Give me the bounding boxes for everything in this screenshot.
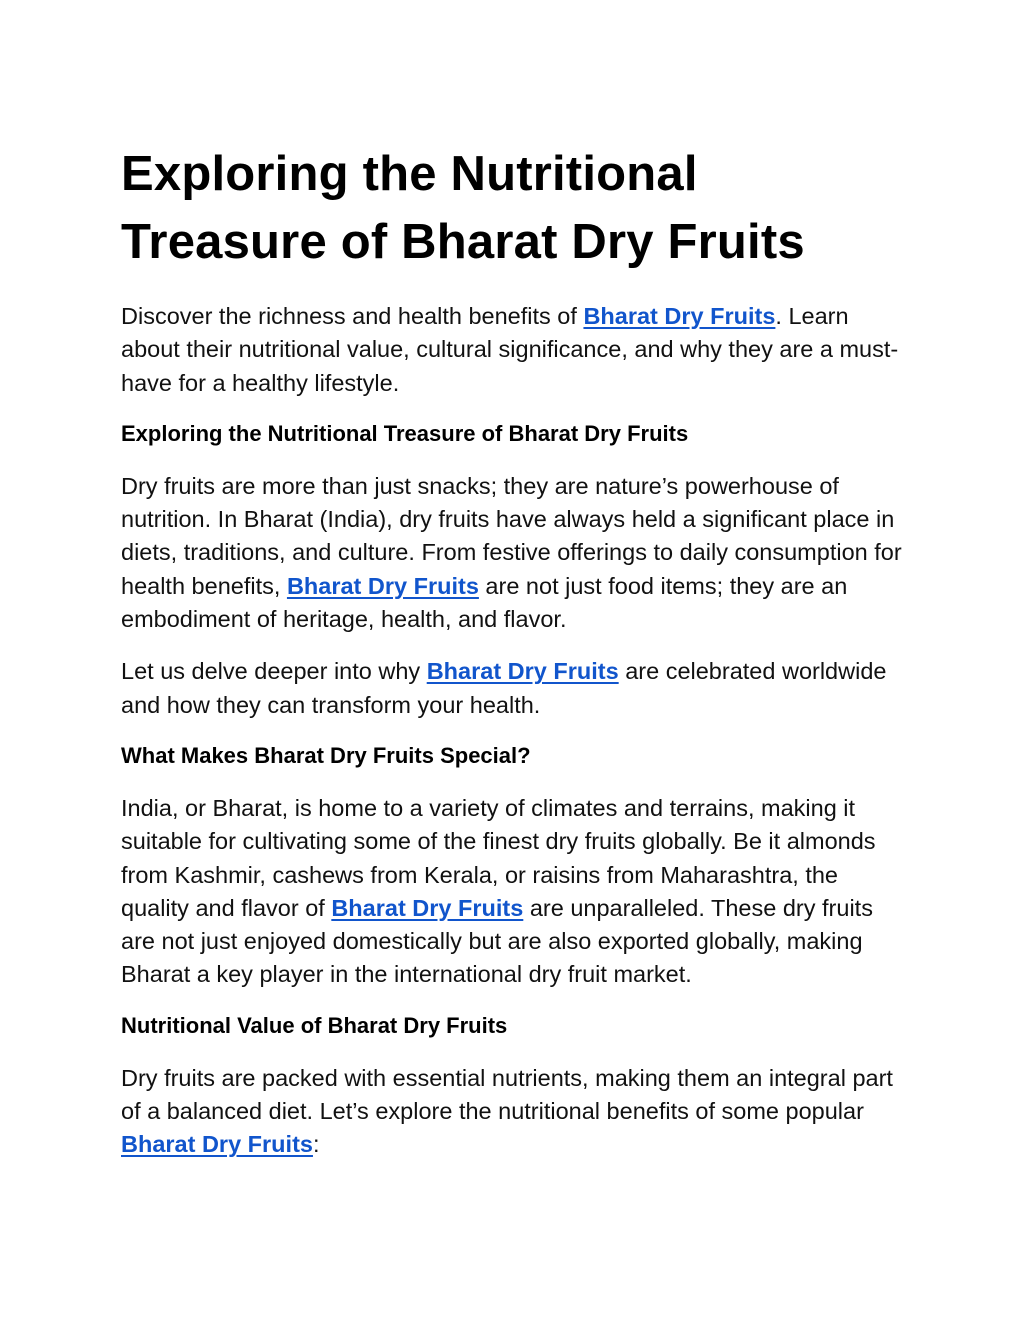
bharat-dry-fruits-link[interactable]: Bharat Dry Fruits bbox=[583, 303, 776, 329]
intro-paragraph bbox=[121, 300, 911, 400]
section1-paragraph-1 bbox=[121, 470, 911, 636]
section3-paragraph-1 bbox=[121, 1062, 911, 1162]
text-run: Dry fruits are more than just snacks; they are nature’s powerhouse of nutrition. In Bharat (India), dry fruits have always held a significant place in diets, traditions, and culture. From festive offerings to daily consumption for health benefits, bbox=[121, 472, 902, 599]
text-run: Let us delve deeper into why bbox=[121, 658, 427, 685]
text-run: Discover the richness and health benefits of bbox=[121, 303, 584, 329]
text-run: are celebrated worldwide and how they can transform your health. bbox=[121, 658, 887, 718]
bharat-dry-fruits-link[interactable]: Bharat Dry Fruits bbox=[121, 1131, 313, 1158]
bharat-dry-fruits-link[interactable]: Bharat Dry Fruits bbox=[286, 572, 479, 599]
page-title: Exploring the Nutritional Treasure of Bharat Dry Fruits bbox=[121, 147, 805, 269]
text-run: : bbox=[312, 1131, 320, 1158]
text-run: . Learn about their nutritional value, cultural significance, and why they are a must-have for a healthy lifestyle. bbox=[121, 303, 899, 396]
text-run: India, or Bharat, is home to a variety of climates and terrains, making it suitable for cultivating some of the finest dry fruits globally. Be it almonds from Kashmir, cashews from Kerala, or raisins from Maharashtra, the quality and flavor of bbox=[121, 794, 876, 921]
section-heading-nutritional-value: Nutritional Value of Bharat Dry Fruits bbox=[121, 1012, 508, 1038]
text-run: are not just food items; they are an embodiment of heritage, health, and flavor. bbox=[121, 572, 848, 633]
bharat-dry-fruits-link[interactable]: Bharat Dry Fruits bbox=[426, 658, 619, 685]
bharat-dry-fruits-link[interactable]: Bharat Dry Fruits bbox=[331, 894, 524, 921]
text-run: Dry fruits are packed with essential nutrients, making them an integral part of a balanced diet. Let’s explore the nutritional benefits of some popular bbox=[121, 1064, 893, 1125]
section2-paragraph-1 bbox=[121, 792, 911, 992]
section1-paragraph-2 bbox=[121, 655, 911, 722]
text-run: are unparalleled. These dry fruits are not just enjoyed domestically but are also exported globally, making Bharat a key player in the international dry fruit market. bbox=[121, 894, 873, 988]
document-page bbox=[121, 140, 911, 1181]
section-heading-what-makes-special: What Makes Bharat Dry Fruits Special? bbox=[121, 742, 531, 768]
section-heading-nutritional-treasure: Exploring the Nutritional Treasure of Bharat Dry Fruits bbox=[121, 420, 689, 446]
